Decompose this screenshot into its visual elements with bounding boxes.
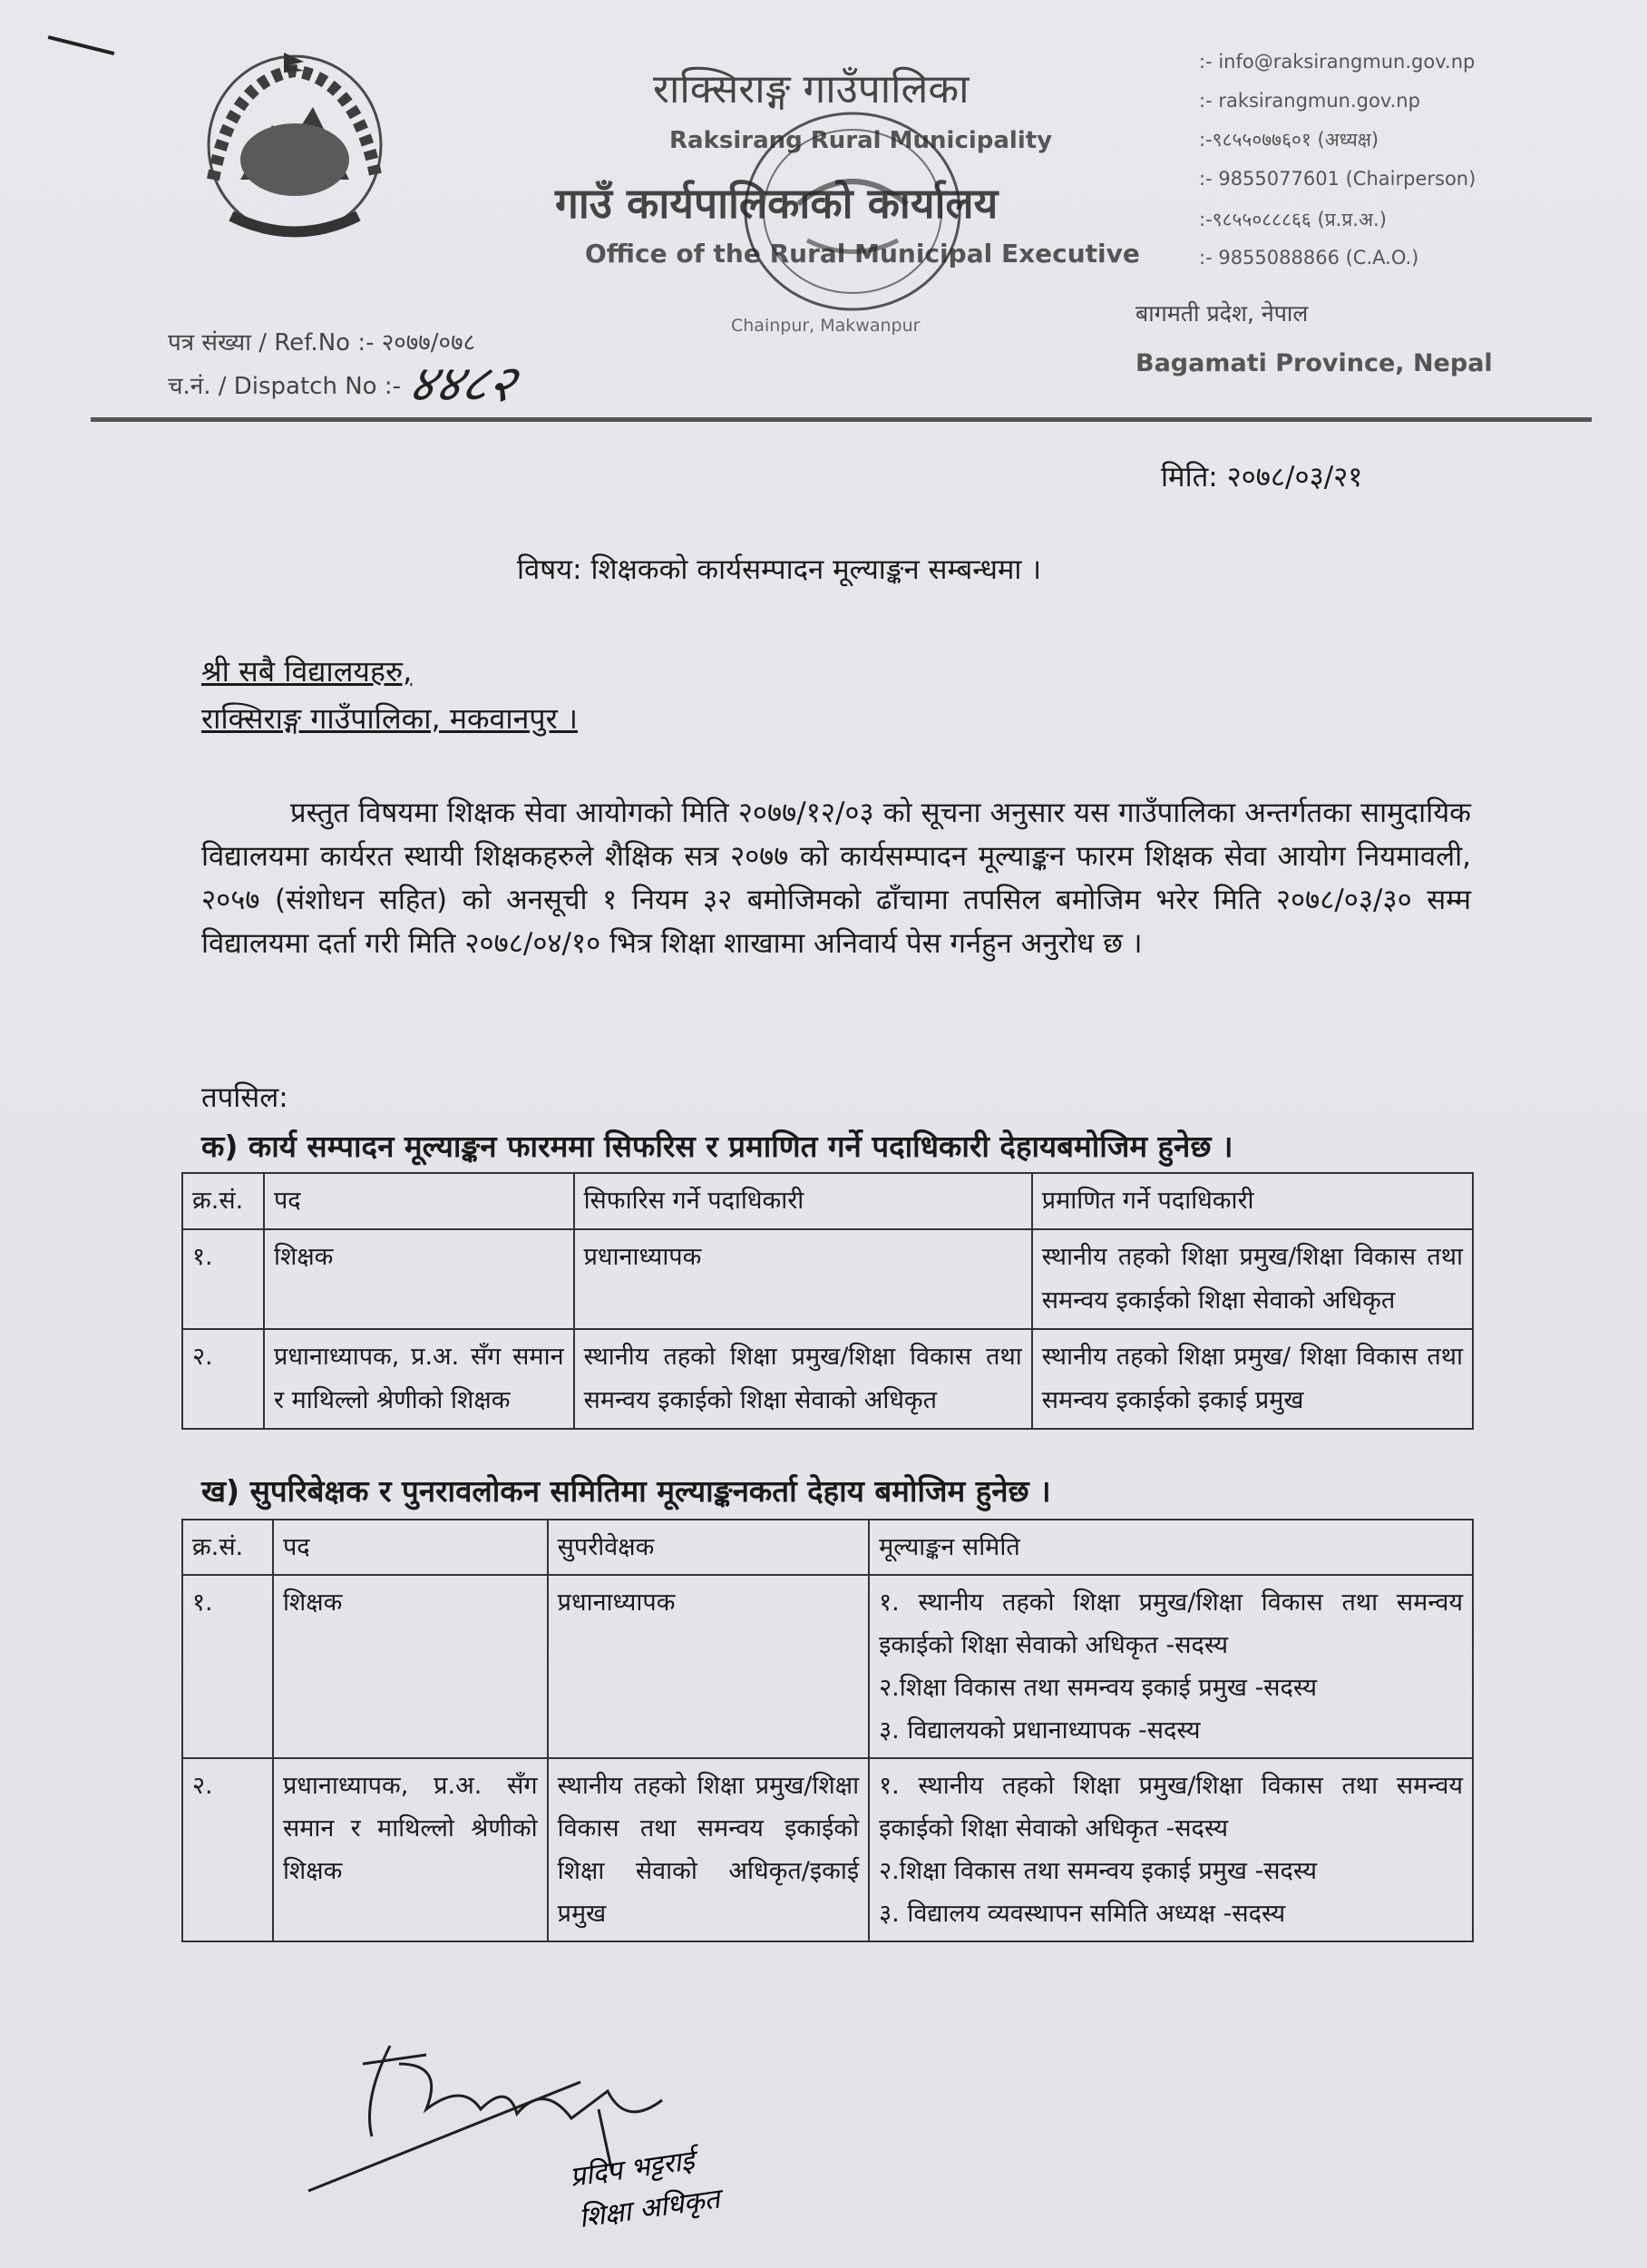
table-header: क्र.सं. xyxy=(182,1520,273,1575)
table-header: सिफारिस गर्ने पदाधिकारी xyxy=(574,1173,1032,1229)
office-name-en: Office of the Rural Municipal Executive xyxy=(585,239,1140,269)
section-b-heading: ख) सुपरिबेक्षक र पुनरावलोकन समितिमा मूल्याङ्कनकर्ता देहाय बमोजिम हुनेछ । xyxy=(201,1473,1051,1509)
contact-email: :- info@raksirangmun.gov.np xyxy=(1199,51,1476,73)
table-row xyxy=(182,1329,1473,1429)
table-header-row xyxy=(182,1520,1473,1575)
emblem-icon xyxy=(177,44,413,248)
office-city: Chainpur, Makwanpur xyxy=(731,316,921,336)
tapsil-label: तपसिल: xyxy=(201,1081,288,1114)
contact-cao-en: :- 9855088866 (C.A.O.) xyxy=(1199,247,1419,269)
table-cell: स्थानीय तहको शिक्षा प्रमुख/ शिक्षा विकास तथा समन्वय इकाईको इकाई प्रमुख xyxy=(1032,1329,1473,1429)
committee-member: ३. विद्यालयको प्रधानाध्यापक -सदस्य xyxy=(879,1716,1201,1745)
table-cell xyxy=(869,1758,1473,1941)
table-header: प्रमाणित गर्ने पदाधिकारी xyxy=(1032,1173,1473,1229)
ref-number: पत्र संख्या / Ref.No :- २०७७/०७८ xyxy=(168,329,476,357)
table-cell: २. xyxy=(182,1758,273,1941)
province-en: Bagamati Province, Nepal xyxy=(1135,349,1493,377)
table-row xyxy=(182,1575,1473,1758)
table-cell: शिक्षक xyxy=(264,1229,574,1329)
section-a-heading: क) कार्य सम्पादन मूल्याङ्कन फारममा सिफरिस र प्रमाणित गर्ने पदाधिकारी देहायबमोजिम हुनेछ । xyxy=(201,1129,1233,1164)
table-cell: प्रधानाध्यापक, प्र.अ. सँग समान र माथिल्लो श्रेणीको शिक्षक xyxy=(264,1329,574,1429)
header-divider xyxy=(91,417,1592,422)
table-row xyxy=(182,1229,1473,1329)
committee-member: २.शिक्षा विकास तथा समन्वय इकाई प्रमुख -सदस्य xyxy=(879,1674,1318,1702)
table-cell: प्रधानाध्यापक, प्र.अ. सँग समान र माथिल्लो श्रेणीको शिक्षक xyxy=(273,1758,548,1941)
evaluation-committee-table xyxy=(181,1519,1474,1942)
contact-cao-np: :-९८५५०८८८६६ (प्र.प्र.अ.) xyxy=(1199,209,1387,230)
recipient-line-1: श्री सबै विद्यालयहरु, xyxy=(201,654,413,689)
table-cell: प्रधानाध्यापक xyxy=(548,1575,870,1758)
committee-member: १. स्थानीय तहको शिक्षा प्रमुख/शिक्षा विकास तथा समन्वय इकाईको शिक्षा सेवाको अधिकृत -सदस्य xyxy=(879,1589,1463,1659)
table-cell: १. xyxy=(182,1229,264,1329)
table-cell: शिक्षक xyxy=(273,1575,548,1758)
dispatch-number-handwritten: ४४८२ xyxy=(403,355,521,414)
committee-member: १. स्थानीय तहको शिक्षा प्रमुख/शिक्षा विकास तथा समन्वय इकाईको शिक्षा सेवाको अधिकृत -सदस्य xyxy=(879,1772,1463,1843)
province-np: बागमती प्रदेश, नेपाल xyxy=(1135,300,1309,327)
letter-body: प्रस्तुत विषयमा शिक्षक सेवा आयोगको मिति २०७७/१२/०३ को सूचना अनुसार यस गाउँपालिका अन्तर्गतका सामुदायिक विद्यालयमा कार्यरत स्थायी शिक्षकहरुले शैक्षिक सत्र २०७७ को कार्यसम्पादन मूल्याङ्कन फारम शिक्षक सेवा आयोग नियमावली, २०५७ (संशोधन सहित) को अनसूची १ नियम ३२ बमोजिमको ढाँचामा तपसिल बमोजिम भरेर मिति २०७८/०३/३० सम्म विद्यालयमा दर्ता गरी मिति २०७८/०४/१० भित्र शिक्षा शाखामा अनिवार्य पेस गर्नहुन अनुरोध छ । xyxy=(201,797,1471,960)
handwritten-signature xyxy=(299,2028,771,2236)
pen-mark xyxy=(48,35,115,55)
dispatch-label: च.नं. / Dispatch No :- xyxy=(168,373,401,400)
contact-chair-en: :- 9855077601 (Chairperson) xyxy=(1199,168,1476,190)
signatory-title: शिक्षा अधिकृत xyxy=(577,2183,722,2234)
table-header: सुपरीवेक्षक xyxy=(548,1520,870,1575)
recommendation-table xyxy=(181,1172,1474,1430)
table-cell xyxy=(869,1575,1473,1758)
table-cell: २. xyxy=(182,1329,264,1429)
municipality-name-np: राक्सिराङ्ग गाउँपालिका xyxy=(653,66,970,112)
office-name-np: गाउँ कार्यपालिकाको कार्यालय xyxy=(555,179,999,228)
signatory-name: प्रदिप भट्टराई xyxy=(568,2145,697,2194)
committee-member: २.शिक्षा विकास तथा समन्वय इकाई प्रमुख -सदस्य xyxy=(879,1857,1318,1885)
letter-subject: विषय: शिक्षकको कार्यसम्पादन मूल्याङ्कन सम्बन्धमा । xyxy=(517,553,1042,586)
table-header-row xyxy=(182,1173,1473,1229)
contact-chair-np: :-९८५५०७७६०१ (अध्यक्ष) xyxy=(1199,129,1379,151)
recipient-line-2: राक्सिराङ्ग गाउँपालिका, मकवानपुर । xyxy=(201,701,578,736)
contact-website: :- raksirangmun.gov.np xyxy=(1199,90,1420,112)
table-cell: स्थानीय तहको शिक्षा प्रमुख/शिक्षा विकास तथा समन्वय इकाईको शिक्षा सेवाको अधिकृत xyxy=(574,1329,1032,1429)
table-cell: स्थानीय तहको शिक्षा प्रमुख/शिक्षा विकास तथा समन्वय इकाईको शिक्षा सेवाको अधिकृत xyxy=(1032,1229,1473,1329)
official-seal-stamp xyxy=(735,104,970,322)
table-cell: स्थानीय तहको शिक्षा प्रमुख/शिक्षा विकास तथा समन्वय इकाईको शिक्षा सेवाको अधिकृत/इकाई प्रमुख xyxy=(548,1758,870,1941)
table-cell: प्रधानाध्यापक xyxy=(574,1229,1032,1329)
table-header: मूल्याङ्कन समिति xyxy=(869,1520,1473,1575)
municipality-name-en: Raksirang Rural Municipality xyxy=(669,127,1053,154)
table-header: पद xyxy=(273,1520,548,1575)
table-row xyxy=(182,1758,1473,1941)
letter-date: मिति: २०७८/०३/२१ xyxy=(1161,461,1363,494)
committee-member: ३. विद्यालय व्यवस्थापन समिति अध्यक्ष -सदस्य xyxy=(879,1900,1286,1928)
table-header: क्र.सं. xyxy=(182,1173,264,1229)
table-cell: १. xyxy=(182,1575,273,1758)
table-header: पद xyxy=(264,1173,574,1229)
